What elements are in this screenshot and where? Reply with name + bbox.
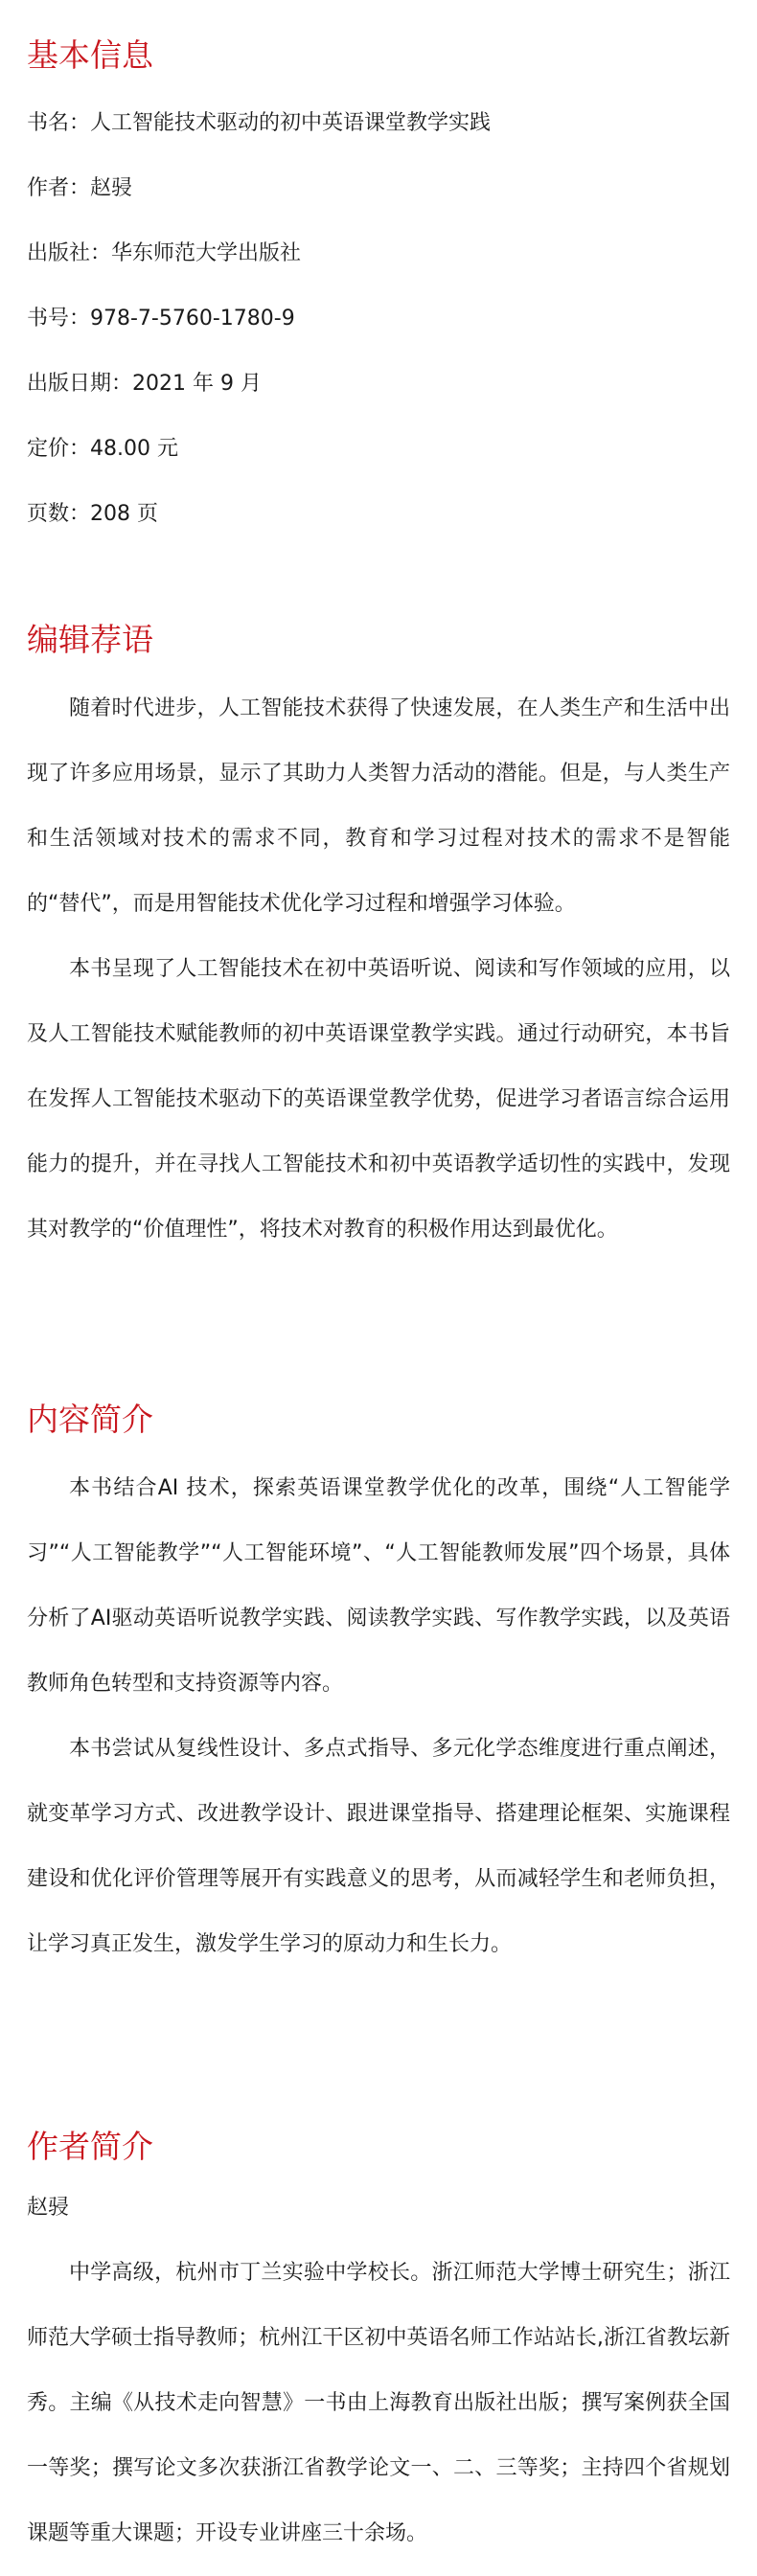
- content-summary-title: 内容简介: [27, 1401, 153, 1438]
- content-summary-body: [27, 1456, 730, 1977]
- author-intro-body: [27, 2241, 730, 2566]
- info-price: 定价：48.00 元: [27, 437, 178, 461]
- author-intro-section: [27, 2128, 730, 2566]
- content-paragraph: 本书尝试从复线性设计、多点式指导、多元化学态维度进行重点阐述，就变革学习方式、改进教学设计、跟进课堂指导、搭建理论框架、实施课程建设和优化评价管理等展开有实践意义的思考，从而减轻学生和老师负担，让学习真正发生，激发学生学习的原动力和生长力。: [27, 1737, 730, 1956]
- basic-info-title: 基本信息: [27, 36, 153, 74]
- content-summary-section: [27, 1401, 730, 1977]
- editor-recommendation-body: [27, 676, 730, 1263]
- basic-info-section: [27, 36, 730, 564]
- info-isbn: 书号：978-7-5760-1780-9: [27, 307, 295, 331]
- info-pages: 页数：208 页: [27, 502, 158, 526]
- content-paragraph: 本书结合AI 技术，探索英语课堂教学优化的改革，围绕“人工智能学习”“人工智能教学”“人工智能环境”、“人工智能教师发展”四个场景，具体分析了AI驱动英语听说教学实践、阅读教学实践、写作教学实践，以及英语教师角色转型和支持资源等内容。: [27, 1476, 730, 1696]
- author-paragraph: 中学高级，杭州市丁兰实验中学校长。浙江师范大学博士研究生；浙江师范大学硕士指导教师；杭州江干区初中英语名师工作站站长,浙江省教坛新秀。主编《从技术走向智慧》一书由上海教育出版社出版；撰写案例获全国一等奖；撰写论文多次获浙江省教学论文一、二、三等奖；主持四个省规划课题等重大课题；开设专业讲座三十余场。: [27, 2261, 730, 2545]
- author-name: 赵骎: [27, 2196, 70, 2220]
- info-publish-date: 出版日期：2021 年 9 月: [27, 372, 262, 396]
- editor-recommendation-section: [27, 621, 730, 1263]
- info-publisher: 出版社：华东师范大学出版社: [27, 241, 302, 265]
- editor-recommendation-title: 编辑荐语: [27, 621, 153, 658]
- author-intro-title: 作者简介: [27, 2128, 153, 2165]
- info-book-title: 书名：人工智能技术驱动的初中英语课堂教学实践: [27, 111, 492, 135]
- info-author: 作者：赵骎: [27, 176, 133, 200]
- basic-info-list: [27, 108, 730, 530]
- editor-paragraph: 随着时代进步，人工智能技术获得了快速发展，在人类生产和生活中出现了许多应用场景，显示了其助力人类智力活动的潜能。但是，与人类生产和生活领域对技术的需求不同，教育和学习过程对技术的需求不是智能的“替代”，而是用智能技术优化学习过程和增强学习体验。: [27, 696, 730, 916]
- editor-paragraph: 本书呈现了人工智能技术在初中英语听说、阅读和写作领域的应用，以及人工智能技术赋能教师的初中英语课堂教学实践。通过行动研究，本书旨在发挥人工智能技术驱动下的英语课堂教学优势，促进学习者语言综合运用能力的提升，并在寻找人工智能技术和初中英语教学适切性的实践中，发现其对教学的“价值理性”，将技术对教育的积极作用达到最优化。: [27, 957, 730, 1242]
